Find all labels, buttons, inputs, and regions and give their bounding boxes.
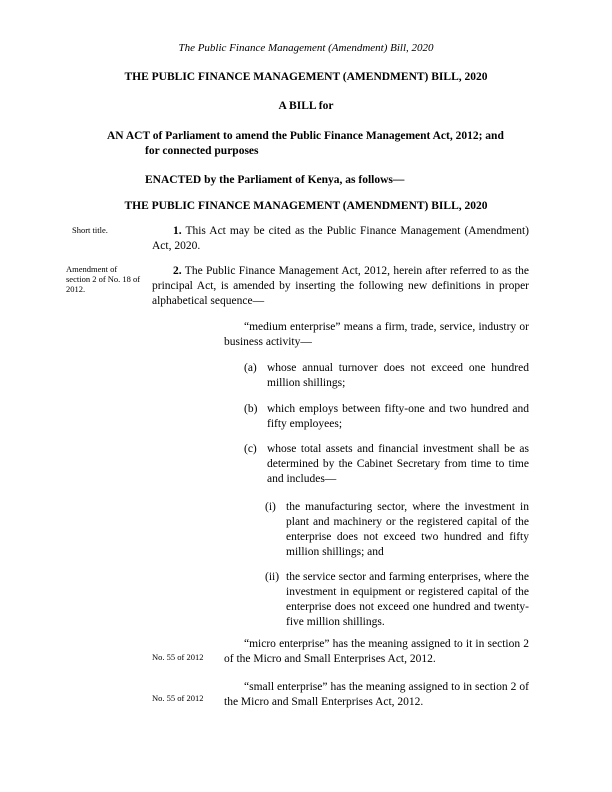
section-1-text: This Act may be cited as the Public Finance Management (Amendment) Act, 2020. [152,225,529,252]
definition-subitems [224,500,530,630]
item-label: (c) [244,443,257,455]
section-2-text: The Public Finance Management Act, 2012, herein after referred to as the principal Act, is amended by inserting the following new definitions in proper alphabetical sequence— [152,265,529,307]
item-label: (a) [244,362,257,374]
bill-title-repeat: THE PUBLIC FINANCE MANAGEMENT (AMENDMENT) BILL, 2020 [124,200,488,212]
item-text: whose annual turnover does not exceed one hundred million shillings; [267,362,529,389]
list-item [224,402,530,432]
small-enterprise-definition: “small enterprise” has the meaning assigned to in section 2 of the Micro and Small Enterprises Act, 2012. [224,681,529,708]
list-item [224,442,530,488]
definition-items [224,361,530,485]
bill-for-heading: A BILL for [278,100,334,112]
act-description-line1: AN ACT of Parliament to amend the Public Finance Management Act, 2012; and [107,130,504,142]
marginal-note-small: No. 55 of 2012 [152,693,204,703]
enacting-formula: ENACTED by the Parliament of Kenya, as follows— [145,174,405,186]
item-label: (b) [244,403,258,415]
section-2-number: 2. [173,265,182,277]
marginal-note-short-title: Short title. [72,225,108,235]
list-item [224,361,530,391]
marginal-note-micro: No. 55 of 2012 [152,652,204,662]
subitem-label: (i) [265,501,276,513]
running-header: The Public Finance Management (Amendment) Bill, 2020 [178,42,434,54]
section-1-number: 1. [173,225,182,237]
list-item [224,570,530,630]
subitem-label: (ii) [265,571,280,583]
section-1 [152,224,529,254]
subitem-text: the service sector and farming enterprises, where the investment in equipment or registered capital of the enterprise does not exceed one hundred and twenty-five million shillings. [286,571,529,628]
medium-enterprise-definition: “medium enterprise” means a firm, trade, service, industry or business activity— [224,321,529,348]
marginal-note-amendment: Amendment of section 2 of No. 18 of 2012. [66,264,141,294]
section-2 [152,264,529,309]
bill-title: THE PUBLIC FINANCE MANAGEMENT (AMENDMENT) BILL, 2020 [124,71,488,83]
item-text: whose total assets and financial investment shall be as determined by the Cabinet Secretary from time to time and includes— [267,443,529,485]
item-text: which employs between fifty-one and two hundred and fifty employees; [267,403,529,430]
act-description-line2: for connected purposes [145,145,259,157]
micro-enterprise-definition: “micro enterprise” has the meaning assigned to it in section 2 of the Micro and Small Enterprises Act, 2012. [224,638,529,665]
list-item [224,500,530,560]
subitem-text: the manufacturing sector, where the investment in plant and machinery or the registered capital of the enterprise does not exceed two hundred and fifty million shillings; and [286,501,529,558]
